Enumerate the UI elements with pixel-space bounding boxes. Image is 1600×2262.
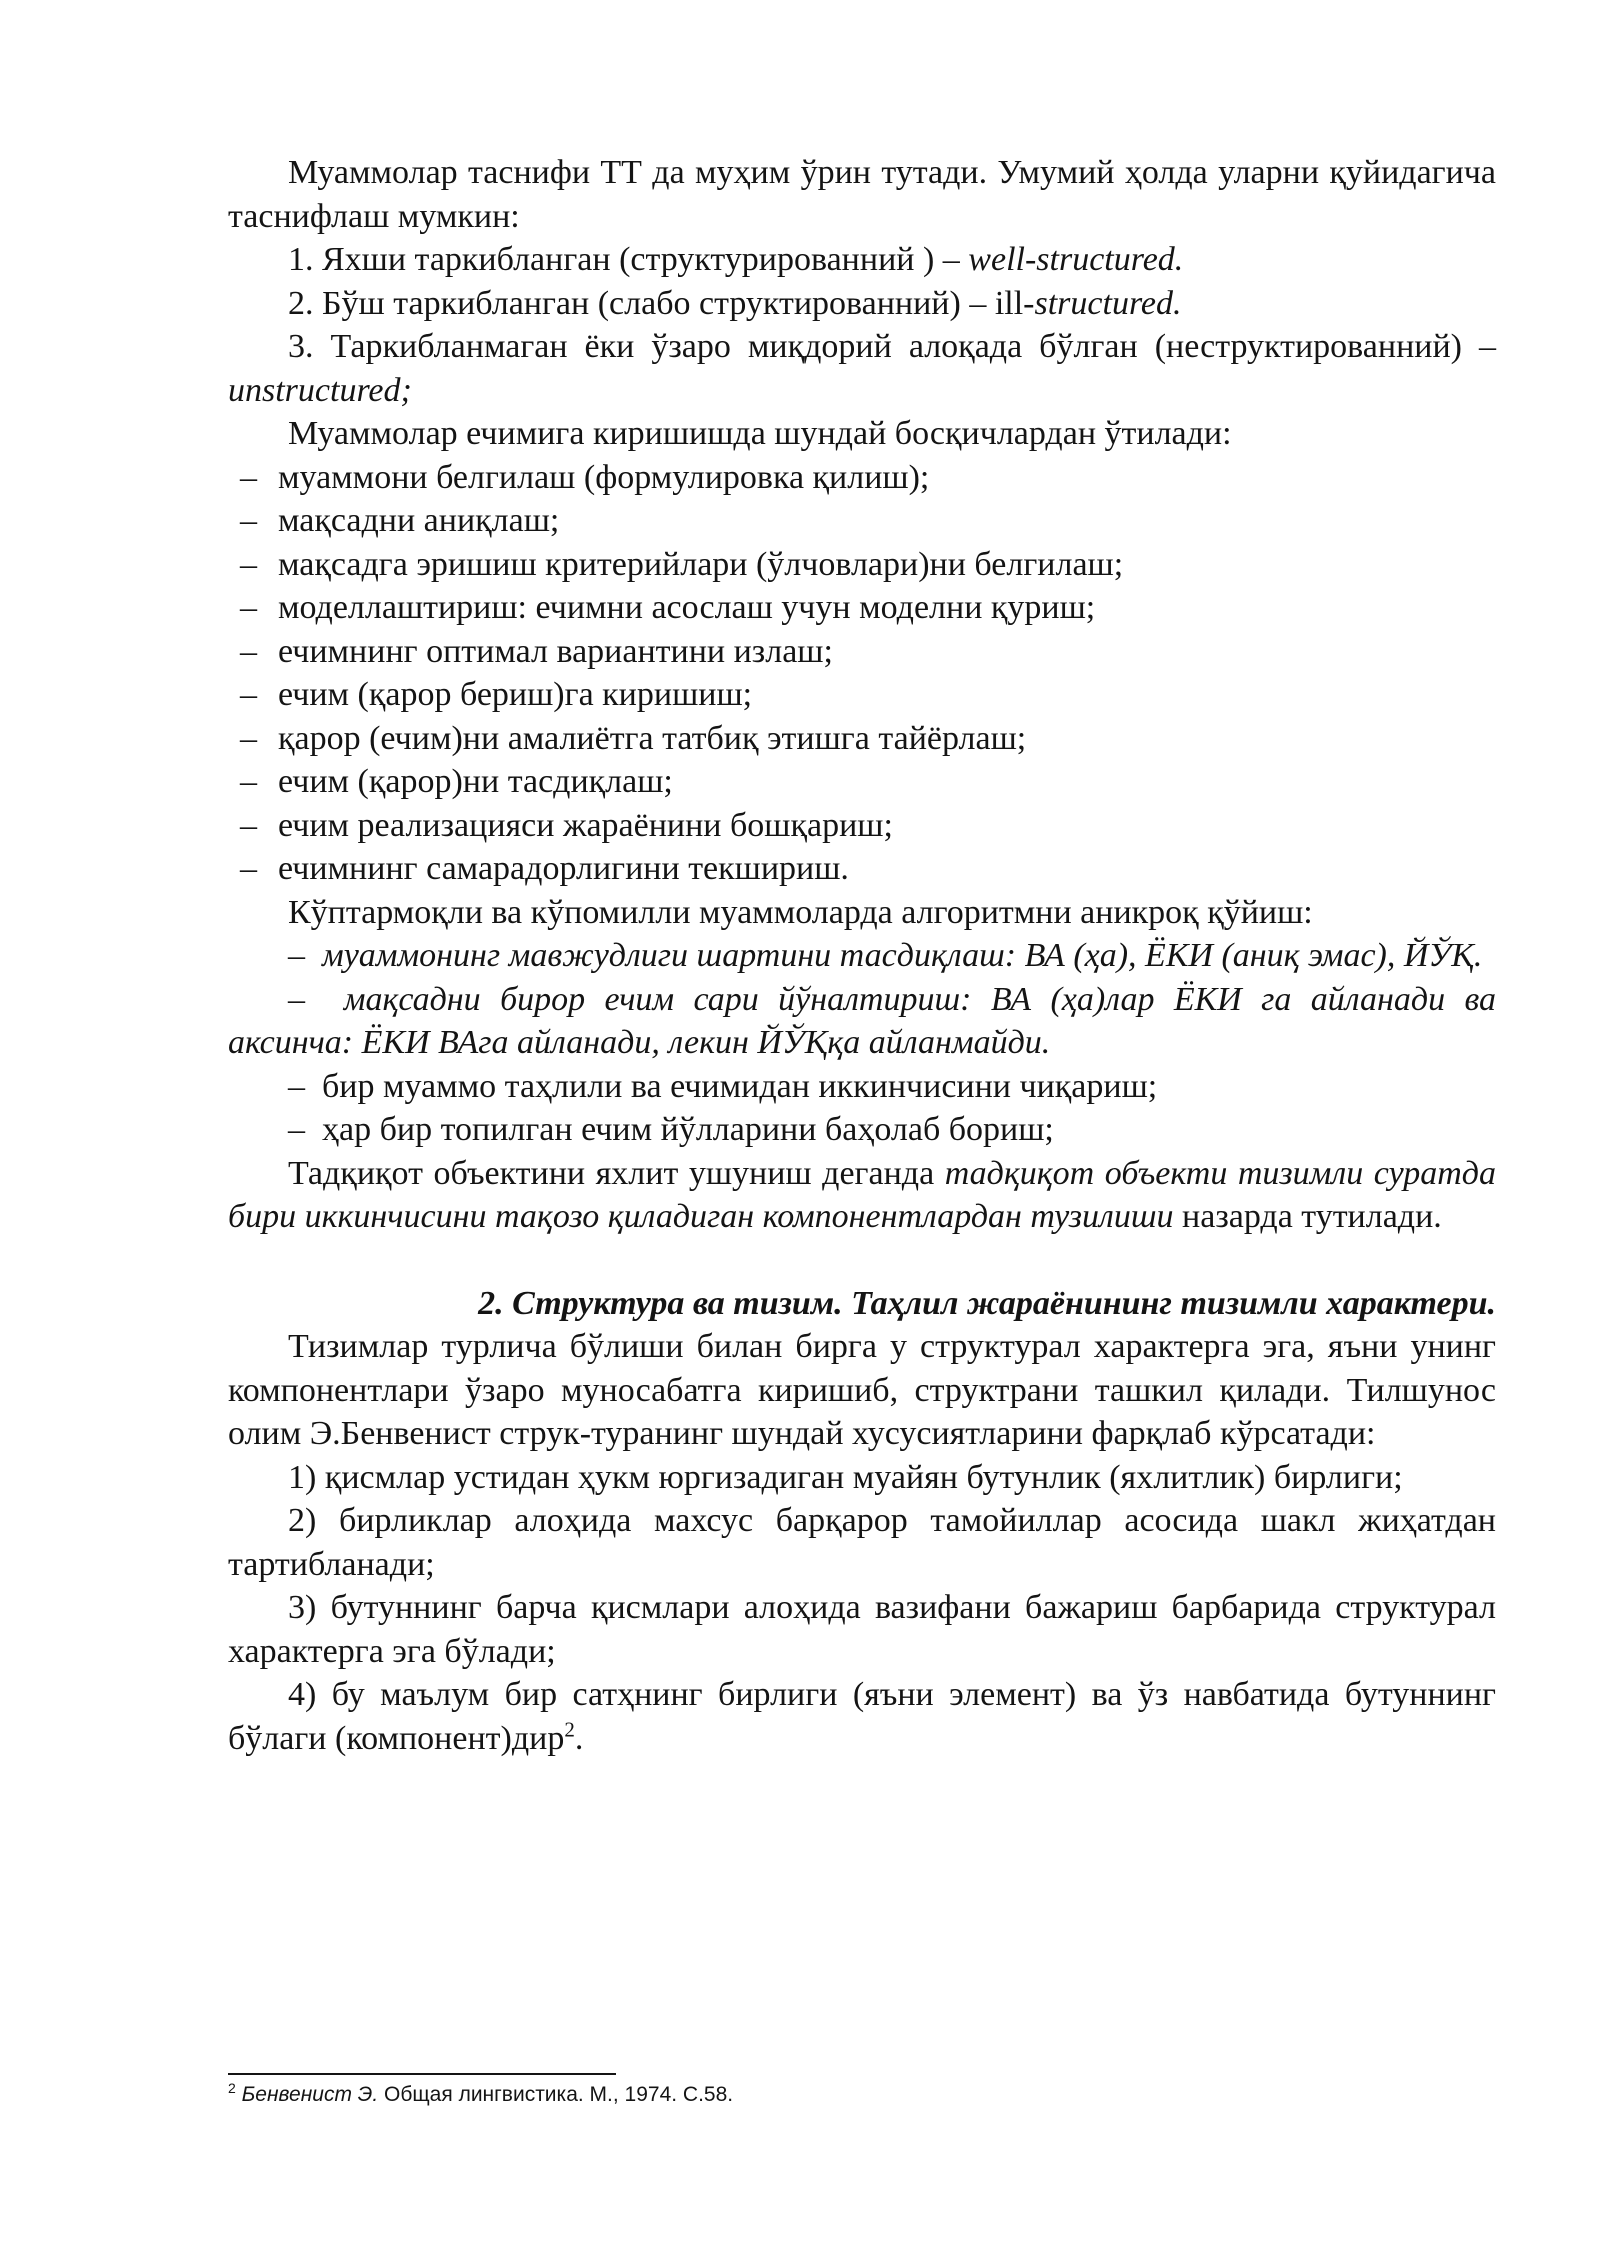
classification-item-2: 2. Бўш таркибланган (слабо структированний) – ill-structured. — [288, 284, 1182, 322]
footnote-number: 2 — [228, 2080, 236, 2096]
numbered-item-1: 1) қисмлар устидан ҳукм юргизадиган муайян бутунлик (яхлитлик) бирлиги; — [288, 1458, 1403, 1496]
footnote-author: Бенвенист Э. — [241, 2083, 379, 2106]
list-item: – мақсадга эришиш критерийлари (ўлчовлари)ни белгилаш; — [240, 545, 1124, 583]
classification-item-1: 1. Яхши таркибланган (структурированний ) – well-structured. — [288, 241, 1184, 278]
research-paragraph: Тадқиқот объектини яхлит ушуниш деганда тадқиқот объекти тизимли суратда бири иккинчисини тақозо қиладиган компонентлардан тузилиши назарда тутилади. — [228, 1154, 1496, 1235]
section-paragraph: Тизимлар турлича бўлиши билан бирга у структурал характерга эга, яъни унинг компонентлари ўзаро муносабатга киришиб, структрани ташкил қилади. Тилшунос олим Э.Бенвенист струк-туранинг шундай хусусиятларини фарқлаб кўрсатади: — [228, 1328, 1496, 1452]
list-item: – ечим (қарор бериш)га киришиш; — [240, 676, 753, 713]
algorithm-item: – муаммонинг мавжудлиги шартини тасдиқлаш: ВА (ҳа), ЁКИ (аниқ эмас), ЙЎҚ. — [288, 937, 1483, 974]
footnote-text: Общая лингвистика. М., 1974. С.58. — [378, 2083, 734, 2106]
algorithm-item: – бир муаммо таҳлили ва ечимидан иккинчисини чиқариш; — [288, 1067, 1158, 1105]
footnote-separator — [228, 2073, 616, 2075]
section-spacer — [228, 1239, 1496, 1282]
algorithm-item: – мақсадни бирор ечим сари йўналтириш: ВА (ҳа)лар ЁКИ га айланади ва аксинча: ЁКИ ВАга айланади, лекин ЙЎҚқа айланмайди. — [228, 980, 1497, 1061]
list-item: – қарор (ечим)ни амалиётга татбиқ этишга тайёрлаш; — [240, 719, 1027, 757]
list-item: – ечимнинг оптимал вариантини излаш; — [240, 632, 833, 670]
list-item: – моделлаштириш: ечимни асослаш учун моделни қуриш; — [240, 589, 1096, 626]
list-item: – мақсадни аниқлаш; — [240, 502, 560, 539]
section-heading: 2. Структура ва тизим. Таҳлил жараёнининг тизимли характери. — [478, 1284, 1496, 1322]
list-item: – ечимнинг самарадорлигини текшириш. — [240, 850, 849, 887]
stages-list — [228, 456, 1496, 891]
stages-intro: Муаммолар ечимига киришишда шундай босқичлардан ўтилади: — [288, 415, 1232, 452]
list-item: – муаммони белгилаш (формулировка қилиш); — [240, 458, 930, 496]
footnote — [228, 2080, 1496, 2110]
classification-item-3: 3. Таркибланмаган ёки ўзаро миқдорий алоқада бўлган (неструктированний) – unstructured; — [228, 328, 1496, 409]
page-body — [228, 151, 1496, 1760]
intro-paragraph: Муаммолар таснифи ТТ да муҳим ўрин тутади. Умумий ҳолда уларни қуйидагича таснифлаш мумкин: — [228, 154, 1496, 235]
numbered-item-2: 2) бирликлар алоҳида махсус барқарор тамойиллар асосида шакл жиҳатдан тартибланади; — [228, 1502, 1496, 1583]
algorithm-item: – ҳар бир топилган ечим йўлларини баҳолаб бориш; — [288, 1111, 1054, 1148]
numbered-item-3: 3) бутуннинг барча қисмлари алоҳида вазифани бажариш барбарида структурал характерга эга бўлади; — [228, 1589, 1496, 1670]
numbered-item-4: 4) бу маълум бир сатҳнинг бирлиги (яъни элемент) ва ўз навбатида бутуннинг бўлаги (компонент)дир$^2$. — [228, 1676, 1496, 1757]
list-item: – ечим реализацияси жараёнини бошқариш; — [240, 806, 893, 844]
list-item: – ечим (қарор)ни тасдиқлаш; — [240, 763, 673, 800]
footnote-reference[interactable]: 2 — [564, 1717, 575, 1742]
algorithm-intro: Кўптармоқли ва кўпомилли муаммоларда алгоритмни аникроқ қўйиш: — [288, 893, 1313, 931]
